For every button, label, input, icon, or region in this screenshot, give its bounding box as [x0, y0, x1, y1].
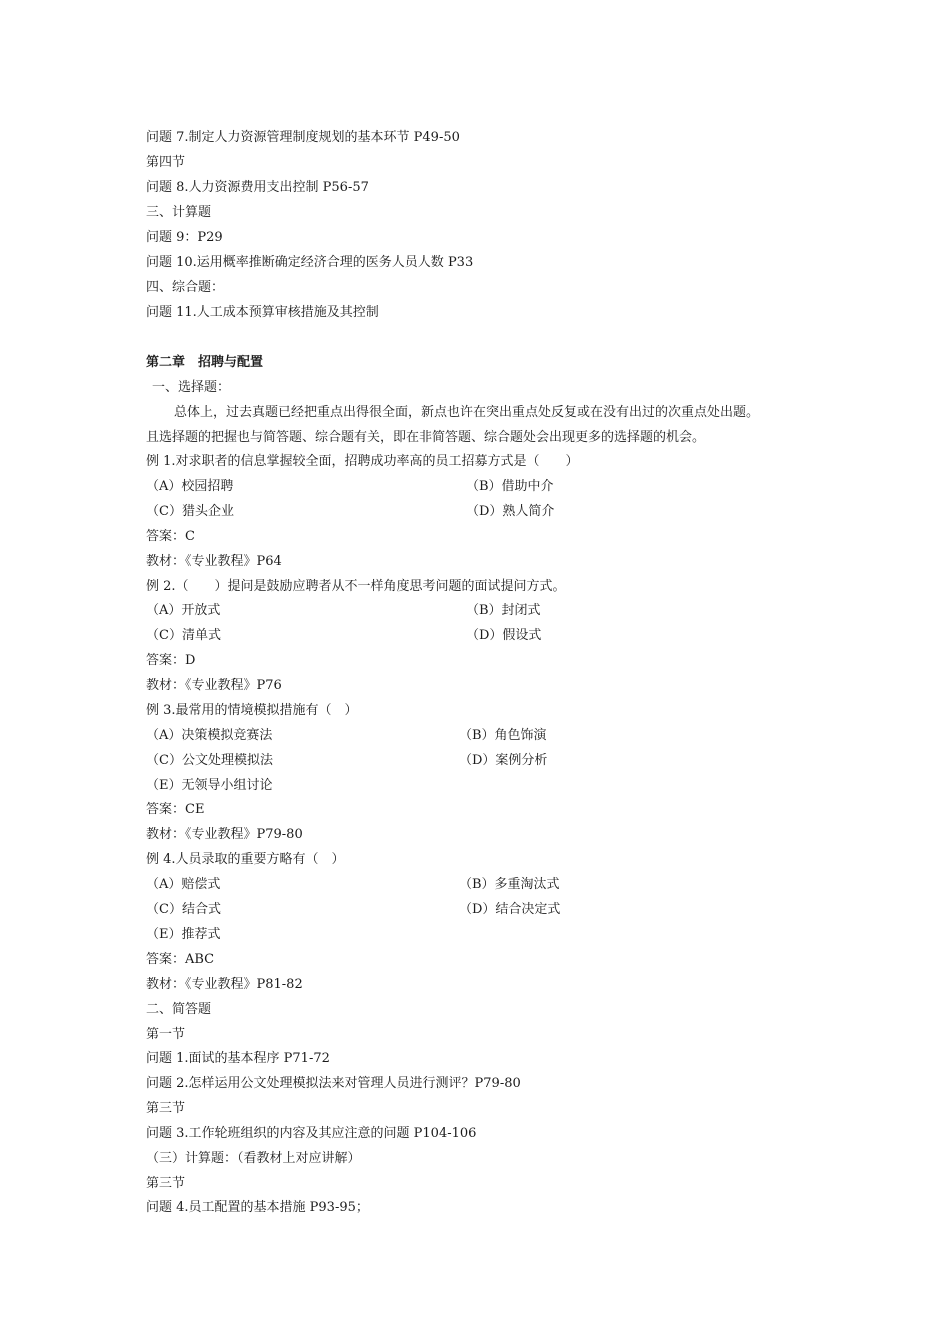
question-10: 问题 10.运用概率推断确定经济合理的医务人员人数 P33: [146, 255, 474, 270]
short-question-2: 问题 2.怎样运用公文处理模拟法来对管理人员进行测评？P79-80: [146, 1076, 521, 1091]
calculation-heading: （三）计算题：（看教材上对应讲解）: [146, 1151, 361, 1166]
example-3-option-b: （B）角色饰演: [459, 728, 547, 743]
section-1-heading: 第一节: [146, 1027, 186, 1042]
example-3-question: 例 3.最常用的情境模拟措施有（ ）: [146, 703, 358, 718]
example-2-option-a: （A）开放式: [146, 603, 221, 618]
example-4-answer: 答案：ABC: [146, 952, 215, 967]
example-1-reference: 教材：《专业教程》P64: [146, 554, 282, 569]
question-9: 问题 9：P29: [146, 230, 223, 245]
example-4-option-e: （E）推荐式: [146, 927, 221, 942]
example-3-option-d: （D）案例分析: [459, 753, 548, 768]
question-7: 问题 7.制定人力资源管理制度规划的基本环节 P49-50: [146, 130, 460, 145]
example-3-option-a: （A）决策模拟竞赛法: [146, 728, 273, 743]
example-1-answer: 答案：C: [146, 529, 195, 544]
example-1-option-d: （D）熟人简介: [466, 504, 555, 519]
example-2-option-d: （D）假设式: [466, 628, 542, 643]
example-4-option-d: （D）结合决定式: [459, 902, 561, 917]
section-3-heading-2: 第三节: [146, 1176, 186, 1191]
example-4-reference: 教材：《专业教程》P81-82: [146, 977, 303, 992]
short-question-4: 问题 4.员工配置的基本措施 P93-95；: [146, 1200, 369, 1215]
example-3-option-e: （E）无领导小组讨论: [146, 778, 273, 793]
example-1-option-b: （B）借助中介: [466, 479, 554, 494]
comprehensive-heading: 四、综合题：: [146, 280, 225, 295]
intro-paragraph-line-1: 总体上，过去真题已经把重点出得很全面，新点也许在突出重点处反复或在没有出过的次重点处出题。: [174, 405, 760, 420]
example-3-answer: 答案：CE: [146, 802, 205, 817]
example-2-option-c: （C）清单式: [146, 628, 221, 643]
example-3-option-c: （C）公文处理模拟法: [146, 753, 273, 768]
example-4-option-b: （B）多重淘汰式: [459, 877, 560, 892]
example-2-reference: 教材：《专业教程》P76: [146, 678, 282, 693]
example-1-option-a: （A）校园招聘: [146, 479, 234, 494]
example-2-answer: 答案：D: [146, 653, 196, 668]
short-answer-heading: 二、简答题: [146, 1002, 212, 1017]
intro-paragraph-line-2: 且选择题的把握也与简答题、综合题有关，即在非简答题、综合题处会出现更多的选择题的机会。: [146, 430, 706, 445]
example-1-question: 例 1.对求职者的信息掌握较全面，招聘成功率高的员工招募方式是（ ）: [146, 454, 579, 469]
short-question-3: 问题 3.工作轮班组织的内容及其应注意的问题 P104-106: [146, 1126, 477, 1141]
chapter-2-title: 第二章 招聘与配置: [146, 355, 264, 370]
example-2-question: 例 2.（ ）提问是鼓励应聘者从不一样角度思考问题的面试提问方式。: [146, 579, 566, 594]
section-3-heading: 第三节: [146, 1101, 186, 1116]
short-question-1: 问题 1.面试的基本程序 P71-72: [146, 1051, 330, 1066]
question-11: 问题 11.人工成本预算审核措施及其控制: [146, 305, 379, 320]
section-4-heading: 第四节: [146, 155, 186, 170]
example-2-option-b: （B）封闭式: [466, 603, 541, 618]
calc-heading: 三、计算题: [146, 205, 212, 220]
example-4-question: 例 4.人员录取的重要方略有（ ）: [146, 852, 345, 867]
question-8: 问题 8.人力资源费用支出控制 P56-57: [146, 180, 369, 195]
example-1-option-c: （C）猎头企业: [146, 504, 234, 519]
example-4-option-a: （A）赔偿式: [146, 877, 221, 892]
example-3-reference: 教材：《专业教程》P79-80: [146, 827, 303, 842]
choice-heading: 一、选择题：: [152, 380, 231, 395]
example-4-option-c: （C）结合式: [146, 902, 221, 917]
